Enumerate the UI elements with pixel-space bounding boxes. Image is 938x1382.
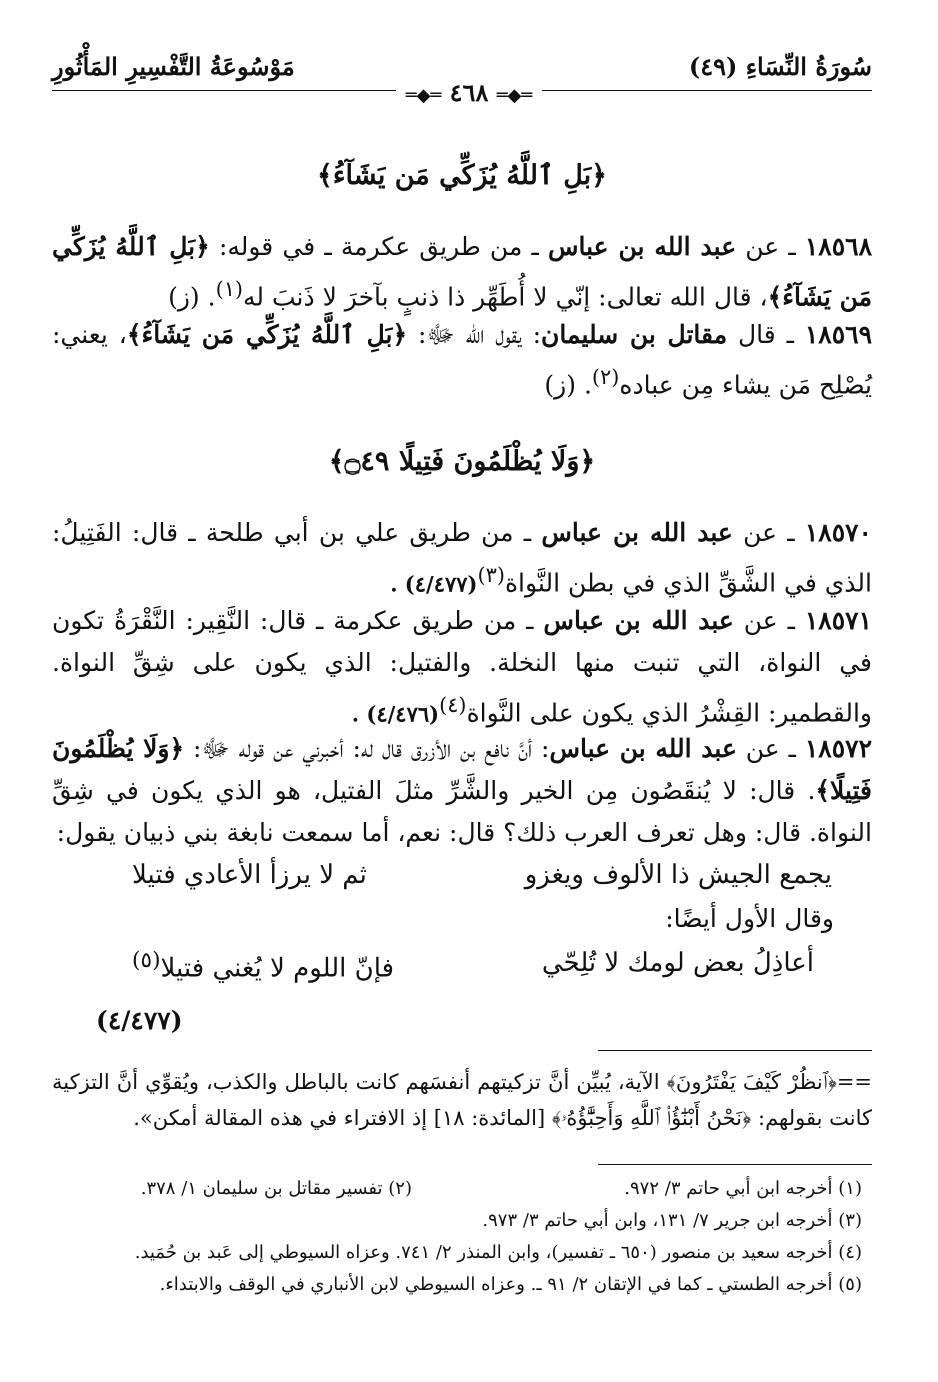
entry-pre: ـ عن [733,606,805,635]
footnote-marker: (٣) [477,563,505,587]
entry-pre: ـ عن [732,518,805,547]
entry-text: ـ من طريق علي بن أبي طلحة ـ قال: الفَتِيلُ: الذي في الشَّقِّ الذي في بطن النَّواة [52,518,872,598]
quran-quote: ﴿نَحْنُ أَبْنَٰٓؤُا۟ ٱللَّهِ وَأَحِبَّٰٓؤُهُۥ﴾ [551,1106,752,1130]
entry-text: : أنَّ نافع بن الأزرق قال له: أخبرني عن قوله ﷻ: [184,734,550,763]
footnote-2: (٢) تفسير مقاتل بن سليمان ١/ ٣٧٨. [140,1178,412,1199]
entry-text: ، قال الله تعالى: إنّي لا أُطَهِّر ذا ذنبٍ بآخرَ لا ذَنبَ له [243,282,768,312]
narrator-name: عبد الله بن عباس [541,518,733,547]
footnote-3: (٣) أخرجه ابن جرير ٧/ ١٣١، وابن أبي حاتم ٣/ ٩٧٣. [482,1210,862,1231]
entry-number: ١٨٥٦٩ [804,320,873,349]
entry-number: ١٨٥٧٠ [804,518,872,547]
hadith-18569 [52,314,872,406]
footnote-text: الآية، يُبيِّن أنَّ تزكيتهم أنفسَهم كانت بالباطل والكذب، ويُقوِّي أنَّ التزكية كانت بقولهم: [52,1070,872,1130]
right-ornament-icon: ═◆═ [496,85,533,106]
surah-title: سُورَةُ النِّسَاءِ (٤٩) [688,52,872,81]
footnote-row-4 [52,1274,872,1304]
footnote-rule-2 [598,1164,872,1165]
narrator-name: عبد الله بن عباس [549,734,737,763]
book-title: مَوْسُوعَةُ التَّفْسِيرِ المَأْثُورِ [52,52,295,81]
poem-first-hemistich: يجمع الجيش ذا الألوف ويغزو [524,860,832,890]
footnote-row-3 [52,1242,872,1272]
source-ref: . (ز) [544,370,592,400]
footnote-marker: (٥) [132,948,161,973]
poem-first-hemistich: أعاذِلُ بعض لومك لا تُلِحّي [541,948,814,978]
footnote-marker: (٤) [439,693,467,717]
verse-heading-1: ﴿بَلِ ٱللَّهُ يُزَكِّي مَن يَشَآءُ﴾ [317,160,607,191]
entry-text: ـ من طريق عكرمة ـ قال: النَّقِير: النَّقْرَةُ تكون في النواة، التي تنبت منها النخلة. والفتيل: الذي يكون على شِقِّ النواة. والقطمير: القِشْرُ الذي يكون على النَّواة [52,606,872,728]
verse-heading-2: ﴿وَلَا يُظْلَمُونَ فَتِيلًا ۝٤٩﴾ [328,446,596,477]
footnote-5: (٥) أخرجه الطستي ـ كما في الإتقان ٢/ ٩١ ـ. وعزاه السيوطي لابن الأنباري في الوقف والابتداء. [159,1274,862,1295]
left-ornament-icon: ═◆═ [405,85,442,106]
footnote-1: (١) أخرجه ابن أبي حاتم ٣/ ٩٧٢. [624,1178,862,1199]
entry-text: ـ من طريق عكرمة ـ في قوله: [209,232,548,261]
source-ref: . (٤/٤٧٧) [390,571,478,597]
quran-quote: ﴿ٱنظُرْ كَيْفَ يَفْتَرُونَ﴾ [666,1070,837,1094]
quran-quote: ﴿بَلِ ٱللَّهُ يُزَكِّي مَن يَشَآءُ﴾ [126,320,408,349]
poem-second-hemistich: ثم لا يرزأ الأعادي فتيلا [132,860,367,890]
entry-pre: ـ قال [727,320,805,349]
footnote-rule-1 [598,1050,872,1051]
source-ref: . (ز) [168,282,216,312]
source-ref: (٤/٤٧٧) [96,1006,183,1035]
entry-number: ١٨٥٧١ [804,606,872,635]
poem-verse-2 [52,948,872,992]
page-number-block [0,78,938,107]
hadith-18568 [52,226,872,318]
hadith-18570 [52,512,872,605]
entry-pre: ـ عن [736,734,805,763]
hadith-18571 [52,600,872,735]
hadith-18572 [52,728,872,854]
continuation-marker: == [836,1070,873,1094]
entry-text: ، يعني: يُصْلِح مَن يشاء مِن عباده [52,320,872,400]
page-number: ٤٦٨ [449,78,489,107]
poem-second-hemistich [132,948,394,984]
footnote-row-2 [52,1210,872,1240]
entry-number: ١٨٥٧٢ [804,734,872,763]
footnote-marker: (٢) [591,365,620,389]
narrator-name: مقاتل بن سليمان [541,320,728,349]
entry-pre: ـ عن [736,232,805,261]
continued-footnote [52,1064,872,1136]
footnote-row-1 [52,1178,872,1208]
source-ref: . (٤/٤٧٦) [351,701,440,727]
narrator-name: عبد الله بن عباس [543,606,734,635]
poem-verse-1 [52,860,872,904]
quran-quote: ﴿وَلَا يُظْلَمُونَ فَتِيلًا﴾ [52,734,872,805]
entry-number: ١٨٥٦٨ [804,232,872,261]
poem-intro: وقال الأول أيضًا: [665,904,834,933]
entry-text: . قال: لا يُنقَصُون مِن الخير والشَّرِّ مثلَ الفتيل، هو الذي يكون في شِقِّ النواة. قال: وهل تعرف العرب ذلك؟ قال: نعم، أما سمعت نابغة بني ذبيان يقول: [52,776,872,847]
footnote-4: (٤) أخرجه سعيد بن منصور (٦٥٠ ـ تفسير)، وابن المنذر ٢/ ٧٤١. وعزاه السيوطي إلى عَبد بن حُمَيد. [134,1242,862,1263]
page-number-frame [396,78,542,107]
footnote-marker: (١) [215,277,244,301]
quran-quote: ﴿بَلِ ٱللَّهُ يُزَكِّي مَن يَشَآءُ﴾ [52,232,872,312]
poem-text: فإنّ اللوم لا يُغني فتيلا [160,953,395,984]
footnote-text: [المائدة: ١٨] إذ الافتراء في هذه المقالة أمكن». [133,1106,552,1130]
narrator-name: عبد الله بن عباس [547,232,737,261]
entry-text: : يقول الله ﷻ: [407,320,542,349]
